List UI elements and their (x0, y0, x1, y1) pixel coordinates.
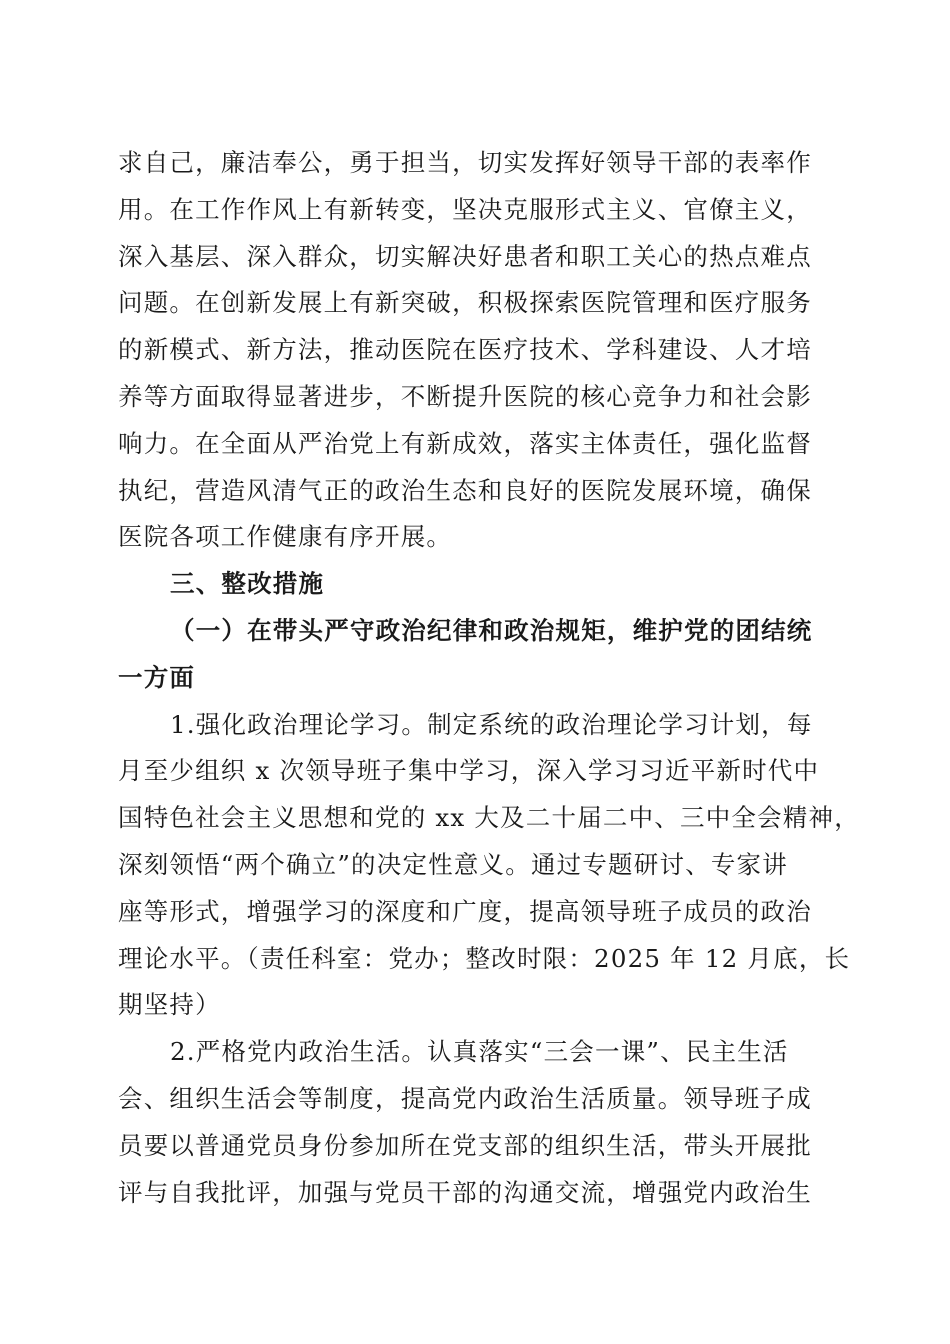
text-line: 深刻领悟“两个确立”的决定性意义。通过专题研讨、专家讲 (118, 849, 788, 879)
text-line: 用。在工作作风上有新转变，坚决克服形式主义、官僚主义， (118, 194, 812, 224)
measure-item-2 (118, 1029, 834, 1216)
text-line: 医院各项工作健康有序开展。 (118, 522, 453, 552)
text-line: 座等形式，增强学习的深度和广度，提高领导班子成员的政治 (118, 896, 812, 926)
text-line: 执纪，营造风清气正的政治生态和良好的医院发展环境，确保 (118, 475, 812, 505)
text-line: 员要以普通党员身份参加所在党支部的组织生活，带头开展批 (118, 1130, 812, 1160)
text-line: 问题。在创新发展上有新突破，积极探索医院管理和医疗服务 (118, 288, 812, 318)
text-line: 的新模式、新方法，推动医院在医疗技术、学科建设、人才培 (118, 335, 812, 365)
text-line: 1.强化政治理论学习。制定系统的政治理论学习计划，每 (170, 709, 813, 739)
measure-item-1 (118, 702, 860, 1030)
document-body (118, 140, 860, 1216)
text-line: 求自己，廉洁奉公，勇于担当，切实发挥好领导干部的表率作 (118, 148, 812, 177)
text-line: 会、组织生活会等制度，提高党内政治生活质量。领导班子成 (118, 1083, 812, 1113)
text-line: （一）在带头严守政治纪律和政治规矩，维护党的团结统 (170, 615, 813, 645)
text-line: 一方面 (118, 662, 196, 692)
paragraph-continuation (118, 140, 834, 561)
text-line: 响力。在全面从严治党上有新成效，落实主体责任，强化监督 (118, 428, 812, 458)
subsection-heading (118, 608, 834, 702)
text-line: 深入基层、深入群众，切实解决好患者和职工关心的热点难点 (118, 241, 812, 271)
text-line: 期坚持） (118, 990, 221, 1020)
text-line: 理论水平。（责任科室：党办；整改时限：2025 年 12 月底，长 (118, 943, 851, 973)
text-line: 国特色社会主义思想和党的 xx 大及二十届二中、三中全会精神， (118, 803, 860, 833)
text-line: 月至少组织 x 次领导班子集中学习，深入学习习近平新时代中 (118, 756, 820, 786)
section-heading: 三、整改措施 (170, 569, 325, 599)
text-line: 养等方面取得显著进步，不断提升医院的核心竞争力和社会影 (118, 381, 812, 411)
text-line: 评与自我批评，加强与党员干部的沟通交流，增强党内政治生 (118, 1177, 812, 1207)
text-line: 2.严格党内政治生活。认真落实“三会一课”、民主生活 (170, 1037, 789, 1067)
